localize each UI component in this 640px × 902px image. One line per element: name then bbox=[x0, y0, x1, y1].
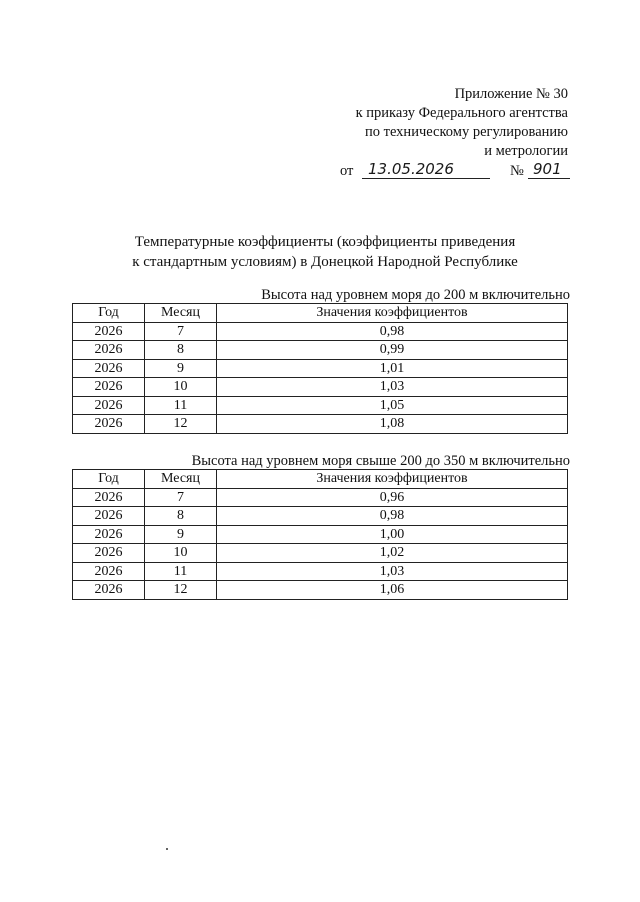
annex-header bbox=[356, 85, 568, 161]
column-month-header: Месяц bbox=[145, 304, 217, 323]
table-row bbox=[73, 581, 568, 600]
order-from-label: от bbox=[340, 163, 354, 179]
table-row bbox=[73, 341, 568, 360]
table-row bbox=[73, 562, 568, 581]
table-row bbox=[73, 525, 568, 544]
order-date: 13.05.2026 bbox=[368, 160, 454, 178]
value-cell: 1,02 bbox=[217, 544, 568, 563]
annex-agency-line: по техническому регулированию bbox=[364, 124, 568, 140]
value-cell: 0,98 bbox=[217, 507, 568, 526]
order-number-underline bbox=[528, 178, 570, 179]
year-cell: 2026 bbox=[73, 507, 145, 526]
table-row bbox=[73, 544, 568, 563]
table-row bbox=[73, 507, 568, 526]
month-cell: 11 bbox=[145, 562, 217, 581]
value-cell: 1,01 bbox=[217, 359, 568, 378]
table-header-row bbox=[73, 304, 568, 323]
value-cell: 0,99 bbox=[217, 341, 568, 360]
order-date-underline bbox=[362, 178, 490, 179]
month-cell: 10 bbox=[145, 378, 217, 397]
month-cell: 12 bbox=[145, 415, 217, 434]
title-line-2: к стандартным условиям) в Донецкой Народной Республике bbox=[132, 254, 518, 270]
coefficients-table-1 bbox=[72, 303, 568, 434]
order-number: 901 bbox=[533, 160, 562, 178]
month-cell: 7 bbox=[145, 488, 217, 507]
year-cell: 2026 bbox=[73, 396, 145, 415]
order-date-number-line bbox=[340, 160, 570, 182]
year-cell: 2026 bbox=[73, 378, 145, 397]
coefficients-table-2 bbox=[72, 469, 568, 600]
scan-speck bbox=[166, 848, 168, 850]
value-cell: 1,06 bbox=[217, 581, 568, 600]
month-cell: 12 bbox=[145, 581, 217, 600]
table-row bbox=[73, 488, 568, 507]
column-year-header: Год bbox=[73, 304, 145, 323]
value-cell: 1,05 bbox=[217, 396, 568, 415]
column-value-header: Значения коэффициентов bbox=[217, 470, 568, 489]
year-cell: 2026 bbox=[73, 341, 145, 360]
column-year-header: Год bbox=[73, 470, 145, 489]
table-header-row bbox=[73, 470, 568, 489]
title-line-1: Температурные коэффициенты (коэффициенты приведения bbox=[134, 234, 516, 250]
month-cell: 7 bbox=[145, 322, 217, 341]
month-cell: 8 bbox=[145, 507, 217, 526]
order-number-label: № bbox=[510, 163, 524, 179]
annex-order-ref: к приказу Федерального агентства bbox=[355, 105, 568, 121]
year-cell: 2026 bbox=[73, 544, 145, 563]
table-row bbox=[73, 415, 568, 434]
value-cell: 1,08 bbox=[217, 415, 568, 434]
month-cell: 9 bbox=[145, 359, 217, 378]
year-cell: 2026 bbox=[73, 359, 145, 378]
value-cell: 1,03 bbox=[217, 378, 568, 397]
month-cell: 8 bbox=[145, 341, 217, 360]
table-1-caption: Высота над уровнем моря до 200 м включительно bbox=[261, 287, 570, 303]
year-cell: 2026 bbox=[73, 581, 145, 600]
table-row bbox=[73, 396, 568, 415]
year-cell: 2026 bbox=[73, 322, 145, 341]
month-cell: 11 bbox=[145, 396, 217, 415]
column-month-header: Месяц bbox=[145, 470, 217, 489]
month-cell: 9 bbox=[145, 525, 217, 544]
table-2-caption: Высота над уровнем моря свыше 200 до 350 м включительно bbox=[191, 453, 570, 469]
value-cell: 1,03 bbox=[217, 562, 568, 581]
annex-number: Приложение № 30 bbox=[454, 86, 568, 102]
year-cell: 2026 bbox=[73, 488, 145, 507]
table-row bbox=[73, 322, 568, 341]
table-row bbox=[73, 359, 568, 378]
column-value-header: Значения коэффициентов bbox=[217, 304, 568, 323]
year-cell: 2026 bbox=[73, 525, 145, 544]
month-cell: 10 bbox=[145, 544, 217, 563]
value-cell: 0,98 bbox=[217, 322, 568, 341]
value-cell: 0,96 bbox=[217, 488, 568, 507]
annex-agency-line-end: и метрологии bbox=[484, 143, 568, 159]
year-cell: 2026 bbox=[73, 415, 145, 434]
value-cell: 1,00 bbox=[217, 525, 568, 544]
document-title bbox=[60, 232, 590, 272]
table-row bbox=[73, 378, 568, 397]
year-cell: 2026 bbox=[73, 562, 145, 581]
